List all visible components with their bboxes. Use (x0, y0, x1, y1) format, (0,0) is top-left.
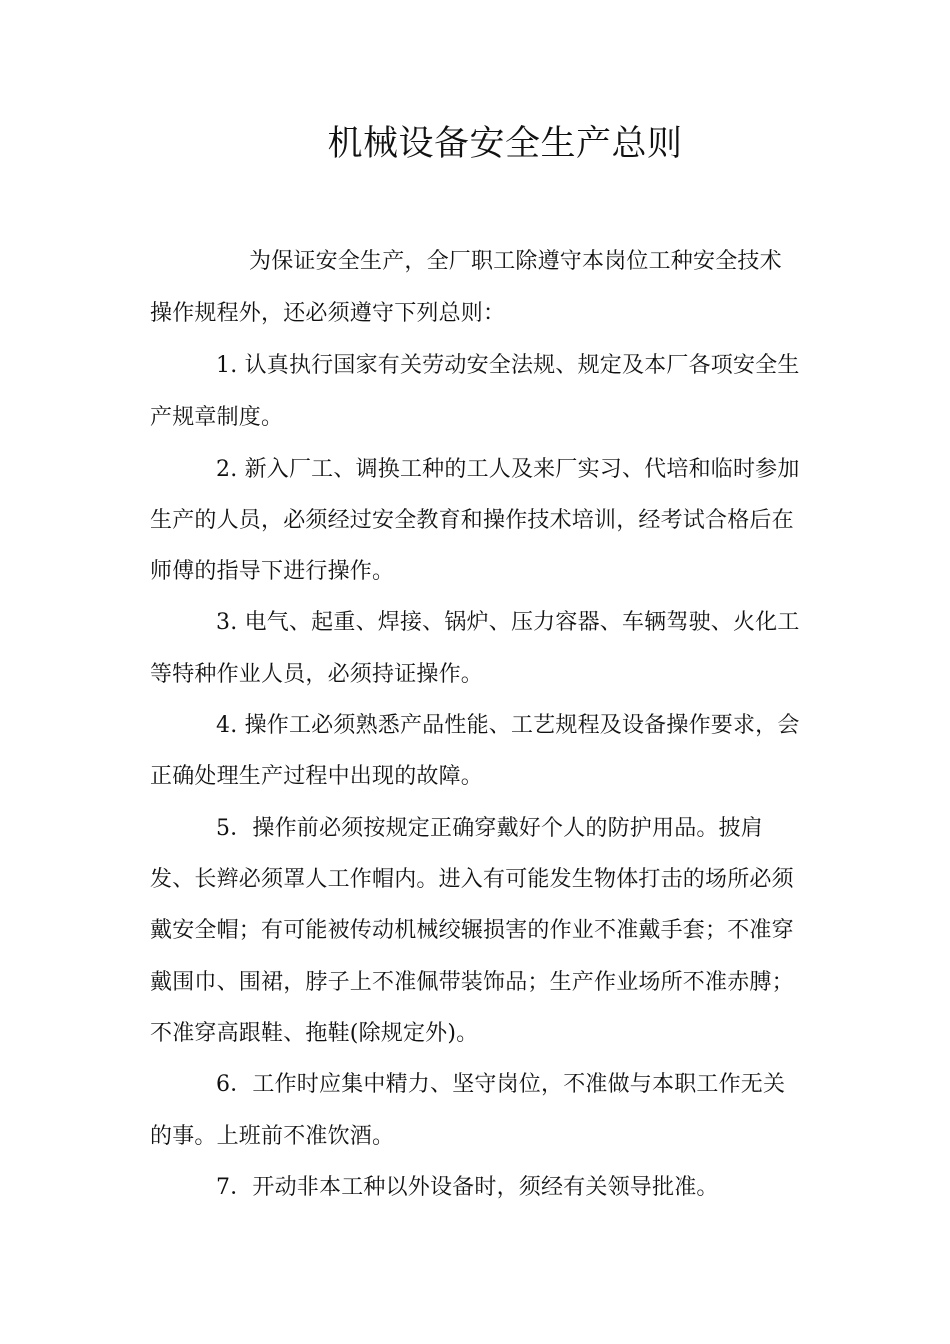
rule-5-line-4: 戴围巾、围裙，脖子上不准佩带装饰品；生产作业场所不准赤膊； (150, 970, 794, 995)
rule-6-line-1: 6．工作时应集中精力、坚守岗位，不准做与本职工作无关 (216, 1072, 786, 1097)
rule-4-line-2: 正确处理生产过程中出现的故障。 (150, 764, 484, 789)
rule-5-line-2: 发、长辫必须罩人工作帽内。进入有可能发生物体打击的场所必须 (150, 867, 794, 892)
rule-5-line-3: 戴安全帽；有可能被传动机械绞辗损害的作业不准戴手套；不准穿 (150, 918, 794, 943)
rule-7-line-1: 7．开动非本工种以外设备时，须经有关领导批准。 (216, 1175, 719, 1200)
page-title: 机械设备安全生产总则 (327, 124, 683, 164)
rule-5-line-5: 不准穿高跟鞋、拖鞋(除规定外)。 (150, 1021, 479, 1046)
intro-line-2: 操作规程外，还必须遵守下列总则： (150, 301, 506, 326)
rule-2-line-3: 师傅的指导下进行操作。 (150, 559, 395, 584)
rule-2-line-1: 2. 新入厂工、调换工种的工人及来厂实习、代培和临时参加 (216, 457, 800, 482)
rule-1-line-2: 产规章制度。 (150, 405, 284, 430)
rule-1-line-1: 1. 认真执行国家有关劳动安全法规、规定及本厂各项安全生 (216, 353, 800, 378)
rule-6-line-2: 的事。上班前不准饮酒。 (150, 1124, 395, 1149)
rule-5-line-1: 5．操作前必须按规定正确穿戴好个人的防护用品。披肩 (216, 816, 763, 841)
intro-line-1: 为保证安全生产，全厂职工除遵守本岗位工种安全技术 (249, 249, 782, 274)
rule-3-line-2: 等特种作业人员，必须持证操作。 (150, 662, 484, 687)
rule-2-line-2: 生产的人员，必须经过安全教育和操作技术培训，经考试合格后在 (150, 508, 794, 533)
rule-3-line-1: 3. 电气、起重、焊接、锅炉、压力容器、车辆驾驶、火化工 (216, 610, 800, 635)
rule-4-line-1: 4. 操作工必须熟悉产品性能、工艺规程及设备操作要求，会 (216, 713, 800, 738)
